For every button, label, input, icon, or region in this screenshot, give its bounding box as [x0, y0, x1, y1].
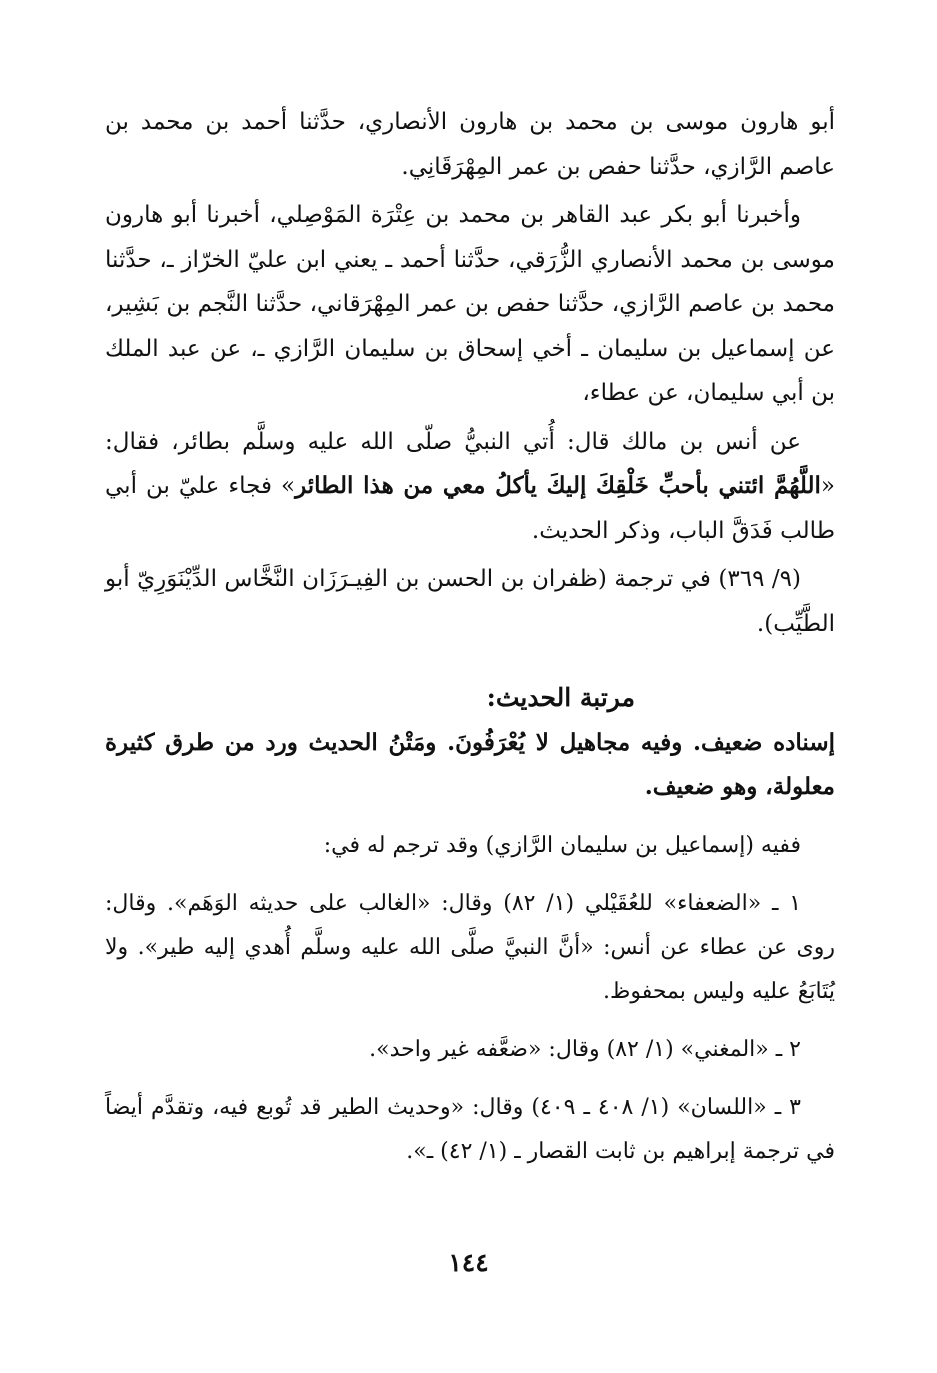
hadith-quote: اللَّهُمَّ ائتني بأحبِّ خَلْقِكَ إليكَ يأكلُ معي من هذا الطائر [295, 472, 821, 499]
paragraph-9: ٣ ـ «اللسان» (١/ ٤٠٨ ـ ٤٠٩) وقال: «وحديث الطير قد تُوبع فيه، وتقدَّم أيضاً في ترجمة إبراهيم بن ثابت القصار ـ (١/ ٤٢) ـ». [105, 1094, 835, 1164]
paragraph-2: وأخبرنا أبو بكر عبد القاهر بن محمد بن عِتْرَة المَوْصِلي، أخبرنا أبو هارون موسى بن محمد الأنصاري الزُّرَقي، حدَّثنا أحمد ـ يعني ابن عليّ الخرّاز ـ، حدَّثنا محمد بن عاصم الرَّازي، حدَّثنا حفص بن عمر المِهْرَقاني، حدَّثنا النَّجم بن بَشِير، عن إسماعيل بن سليمان ـ أخي إسحاق بن سليمان الرَّازي ـ، عن عبد الملك بن أبي سليمان، عن عطاء، [105, 202, 835, 406]
paragraph-1: أبو هارون موسى بن محمد بن هارون الأنصاري، حدَّثنا أحمد بن محمد بن عاصم الرَّازي، حدَّثنا حفص بن عمر المِهْرَقَانِي. [105, 109, 835, 180]
paragraph-4: (٩/ ٣٦٩) في ترجمة (ظفران بن الحسن بن الفِيـرَزَان النَّخَّاس الدِّيْنَوَرِيّ أبو الطَّيِّب). [105, 566, 835, 637]
paragraph-7: ١ ـ «الضعفاء» للعُقَيْلي (١/ ٨٢) وقال: «الغالب على حديثه الوَهَم». وقال: روى عن عطاء عن أنس: «أنَّ النبيَّ صلَّى الله عليه وسلَّم أُهدي إليه طير». ولا يُتَابَعُ عليه وليس بمحفوظ. [105, 890, 835, 1004]
page-number: ١٤٤ [448, 1248, 489, 1277]
paragraph-6: ففيه (إسماعيل بن سليمان الرَّازي) وقد ترجم له في: [323, 832, 801, 858]
section-heading: مرتبة الحديث: [486, 683, 635, 712]
paragraph-3-intro: عن أنس بن مالك قال: أُتي النبيُّ صلّى الله عليه وسلَّم بطائر، فقال: « [105, 428, 835, 499]
paragraph-3-outro: » فجاء عليّ بن أبي طالب فَدَقَّ الباب، وذكر الحديث. [105, 473, 835, 544]
paragraph-8: ٢ ـ «المغني» (١/ ٨٢) وقال: «ضعَّفه غير واحد». [369, 1036, 801, 1062]
page-body [105, 100, 835, 1300]
paragraph-3 [105, 420, 835, 554]
paragraph-5: إسناده ضعيف. وفيه مجاهيل لا يُعْرَفُونَ. ومَتْنُ الحديث ورد من طرق كثيرة معلولة، وهو ضعيف. [105, 728, 835, 800]
